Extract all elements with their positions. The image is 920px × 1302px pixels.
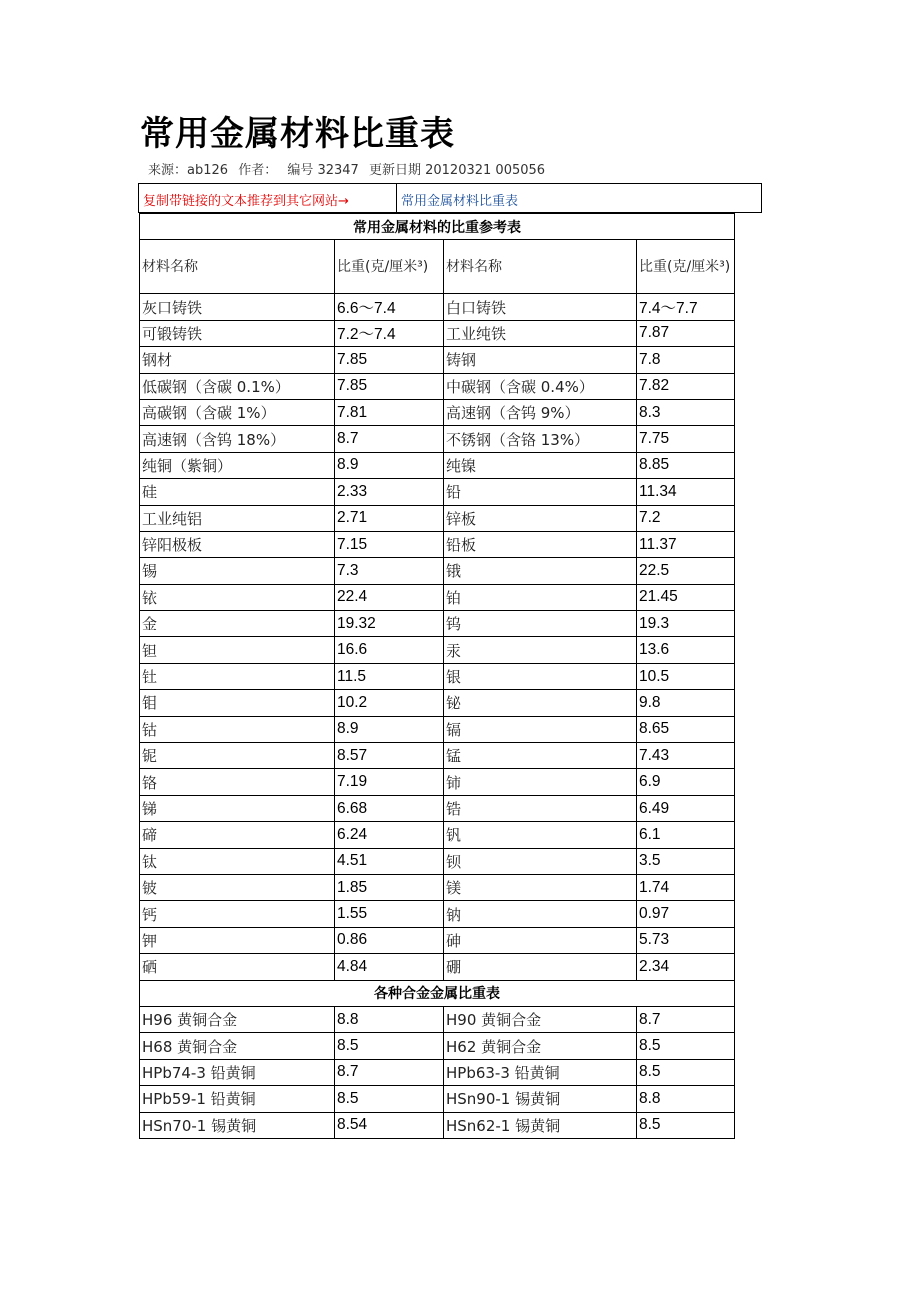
page-title: 常用金属材料比重表	[140, 114, 455, 154]
density-value-cell: 7.82	[637, 373, 735, 399]
material-name-cell: 铱	[140, 584, 335, 610]
density-value-cell: 19.3	[637, 611, 735, 637]
density-value-cell: 8.7	[335, 426, 444, 452]
meta-updated: 更新日期 20120321 005056	[368, 163, 546, 178]
density-value-cell: 7.4～7.7	[637, 294, 735, 320]
density-value-cell: 4.51	[335, 848, 444, 874]
material-name-cell: 钍	[140, 663, 335, 689]
table-row	[140, 1086, 735, 1112]
table-row	[140, 663, 735, 689]
density-value-cell: 22.4	[335, 584, 444, 610]
material-name-cell: 钒	[444, 822, 637, 848]
table-row	[140, 795, 735, 821]
density-table-body	[140, 214, 735, 1139]
material-name-cell: HPb59-1 铅黄铜	[140, 1086, 335, 1112]
table-row	[140, 1112, 735, 1138]
material-name-cell: 灰口铸铁	[140, 294, 335, 320]
share-bar	[138, 183, 762, 213]
table-row	[140, 769, 735, 795]
material-name-cell: 铅板	[444, 531, 637, 557]
table-row	[140, 373, 735, 399]
table-row	[140, 320, 735, 346]
density-value-cell: 8.5	[637, 1033, 735, 1059]
density-value-cell: 8.57	[335, 743, 444, 769]
density-value-cell: 2.71	[335, 505, 444, 531]
material-name-cell: 碲	[140, 822, 335, 848]
material-name-cell: 高速钢（含钨 18%）	[140, 426, 335, 452]
table-row	[140, 294, 735, 320]
density-value-cell: 8.8	[637, 1086, 735, 1112]
table-row	[140, 426, 735, 452]
material-name-cell: 汞	[444, 637, 637, 663]
density-value-cell: 1.55	[335, 901, 444, 927]
material-name-cell: 铍	[140, 874, 335, 900]
density-value-cell: 6.24	[335, 822, 444, 848]
material-name-cell: 锡	[140, 558, 335, 584]
density-value-cell: 1.74	[637, 874, 735, 900]
material-name-cell: 低碳钢（含碳 0.1%）	[140, 373, 335, 399]
density-value-cell: 6.6～7.4	[335, 294, 444, 320]
table-row	[140, 716, 735, 742]
material-name-cell: 铈	[444, 769, 637, 795]
density-value-cell: 2.33	[335, 479, 444, 505]
density-value-cell: 8.3	[637, 399, 735, 425]
column-header-density-2: 比重(克/厘米³)	[637, 240, 735, 294]
material-name-cell: 铸钢	[444, 347, 637, 373]
density-value-cell: 13.6	[637, 637, 735, 663]
material-name-cell: 镉	[444, 716, 637, 742]
material-name-cell: 钢材	[140, 347, 335, 373]
density-value-cell: 2.34	[637, 954, 735, 980]
material-name-cell: 镁	[444, 874, 637, 900]
density-value-cell: 8.85	[637, 452, 735, 478]
table-row	[140, 743, 735, 769]
material-name-cell: 钨	[444, 611, 637, 637]
material-name-cell: 铬	[140, 769, 335, 795]
material-name-cell: 硼	[444, 954, 637, 980]
table-row	[140, 399, 735, 425]
column-header-name-2: 材料名称	[444, 240, 637, 294]
density-value-cell: 6.49	[637, 795, 735, 821]
density-value-cell: 6.68	[335, 795, 444, 821]
density-value-cell: 10.2	[335, 690, 444, 716]
density-value-cell: 7.3	[335, 558, 444, 584]
material-name-cell: 钾	[140, 927, 335, 953]
density-value-cell: 11.5	[335, 663, 444, 689]
density-value-cell: 19.32	[335, 611, 444, 637]
table-row	[140, 822, 735, 848]
table-row	[140, 452, 735, 478]
material-name-cell: 工业纯铁	[444, 320, 637, 346]
meta-source: 来源：ab126	[148, 163, 229, 178]
table-row	[140, 584, 735, 610]
table-row	[140, 690, 735, 716]
section-title-common: 常用金属材料的比重参考表	[140, 214, 735, 240]
table-row	[140, 848, 735, 874]
share-link[interactable]: 常用金属材料比重表	[401, 194, 519, 209]
density-value-cell: 7.8	[637, 347, 735, 373]
material-name-cell: 铌	[140, 743, 335, 769]
material-name-cell: 钴	[140, 716, 335, 742]
section-header-row	[140, 980, 735, 1006]
column-header-row	[140, 240, 735, 294]
table-row	[140, 874, 735, 900]
density-value-cell: 4.84	[335, 954, 444, 980]
material-name-cell: HSn90-1 锡黄铜	[444, 1086, 637, 1112]
density-value-cell: 6.9	[637, 769, 735, 795]
density-value-cell: 7.81	[335, 399, 444, 425]
material-name-cell: 硒	[140, 954, 335, 980]
density-value-cell: 7.75	[637, 426, 735, 452]
material-name-cell: 硅	[140, 479, 335, 505]
material-name-cell: 锰	[444, 743, 637, 769]
material-name-cell: 钠	[444, 901, 637, 927]
table-row	[140, 611, 735, 637]
density-value-cell: 8.54	[335, 1112, 444, 1138]
material-name-cell: HPb74-3 铅黄铜	[140, 1059, 335, 1085]
density-value-cell: 21.45	[637, 584, 735, 610]
density-value-cell: 8.9	[335, 452, 444, 478]
table-row	[140, 954, 735, 980]
density-value-cell: 6.1	[637, 822, 735, 848]
material-name-cell: HSn62-1 锡黄铜	[444, 1112, 637, 1138]
density-value-cell: 8.5	[335, 1033, 444, 1059]
table-row	[140, 1006, 735, 1032]
density-value-cell: 3.5	[637, 848, 735, 874]
density-value-cell: 1.85	[335, 874, 444, 900]
density-value-cell: 7.85	[335, 347, 444, 373]
density-value-cell: 7.43	[637, 743, 735, 769]
section-header-row	[140, 214, 735, 240]
meta-number: 编号 32347	[287, 163, 359, 178]
density-value-cell: 8.7	[637, 1006, 735, 1032]
density-value-cell: 0.86	[335, 927, 444, 953]
material-name-cell: 纯铜（紫铜）	[140, 452, 335, 478]
density-value-cell: 7.15	[335, 531, 444, 557]
material-name-cell: 钛	[140, 848, 335, 874]
density-value-cell: 7.19	[335, 769, 444, 795]
density-value-cell: 8.65	[637, 716, 735, 742]
material-name-cell: 不锈钢（含铬 13%）	[444, 426, 637, 452]
material-name-cell: 锌板	[444, 505, 637, 531]
material-name-cell: 钽	[140, 637, 335, 663]
density-value-cell: 7.85	[335, 373, 444, 399]
article-meta	[148, 162, 551, 180]
density-value-cell: 10.5	[637, 663, 735, 689]
density-value-cell: 8.5	[637, 1112, 735, 1138]
table-row	[140, 347, 735, 373]
table-row	[140, 479, 735, 505]
material-name-cell: H62 黄铜合金	[444, 1033, 637, 1059]
table-row	[140, 531, 735, 557]
material-name-cell: H68 黄铜合金	[140, 1033, 335, 1059]
material-name-cell: HSn70-1 锡黄铜	[140, 1112, 335, 1138]
material-name-cell: HPb63-3 铅黄铜	[444, 1059, 637, 1085]
material-name-cell: 银	[444, 663, 637, 689]
column-header-name-1: 材料名称	[140, 240, 335, 294]
material-name-cell: H96 黄铜合金	[140, 1006, 335, 1032]
material-name-cell: 金	[140, 611, 335, 637]
density-value-cell: 11.34	[637, 479, 735, 505]
section-title-alloys: 各种合金金属比重表	[140, 980, 735, 1006]
table-row	[140, 637, 735, 663]
density-value-cell: 16.6	[335, 637, 444, 663]
density-value-cell: 8.5	[335, 1086, 444, 1112]
material-name-cell: 高速钢（含钨 9%）	[444, 399, 637, 425]
material-name-cell: 白口铸铁	[444, 294, 637, 320]
density-value-cell: 11.37	[637, 531, 735, 557]
material-name-cell: 中碳钢（含碳 0.4%）	[444, 373, 637, 399]
share-label: 复制带链接的文本推荐到其它网站→	[139, 184, 397, 212]
material-name-cell: H90 黄铜合金	[444, 1006, 637, 1032]
density-value-cell: 8.7	[335, 1059, 444, 1085]
table-row	[140, 505, 735, 531]
density-value-cell: 8.9	[335, 716, 444, 742]
material-name-cell: 高碳钢（含碳 1%）	[140, 399, 335, 425]
meta-author: 作者：	[238, 163, 278, 178]
material-name-cell: 纯镍	[444, 452, 637, 478]
material-name-cell: 可锻铸铁	[140, 320, 335, 346]
column-header-density-1: 比重(克/厘米³)	[335, 240, 444, 294]
material-name-cell: 砷	[444, 927, 637, 953]
density-value-cell: 9.8	[637, 690, 735, 716]
material-name-cell: 钙	[140, 901, 335, 927]
density-table	[139, 213, 735, 1139]
material-name-cell: 锇	[444, 558, 637, 584]
density-value-cell: 8.8	[335, 1006, 444, 1032]
density-value-cell: 7.2～7.4	[335, 320, 444, 346]
density-value-cell: 5.73	[637, 927, 735, 953]
table-row	[140, 901, 735, 927]
density-value-cell: 8.5	[637, 1059, 735, 1085]
material-name-cell: 铂	[444, 584, 637, 610]
material-name-cell: 锌阳极板	[140, 531, 335, 557]
material-name-cell: 钡	[444, 848, 637, 874]
material-name-cell: 锆	[444, 795, 637, 821]
density-value-cell: 7.2	[637, 505, 735, 531]
material-name-cell: 钼	[140, 690, 335, 716]
material-name-cell: 锑	[140, 795, 335, 821]
material-name-cell: 铋	[444, 690, 637, 716]
density-value-cell: 22.5	[637, 558, 735, 584]
density-value-cell: 0.97	[637, 901, 735, 927]
density-value-cell: 7.87	[637, 320, 735, 346]
table-row	[140, 1059, 735, 1085]
table-row	[140, 558, 735, 584]
material-name-cell: 工业纯铝	[140, 505, 335, 531]
table-row	[140, 927, 735, 953]
table-row	[140, 1033, 735, 1059]
material-name-cell: 铅	[444, 479, 637, 505]
